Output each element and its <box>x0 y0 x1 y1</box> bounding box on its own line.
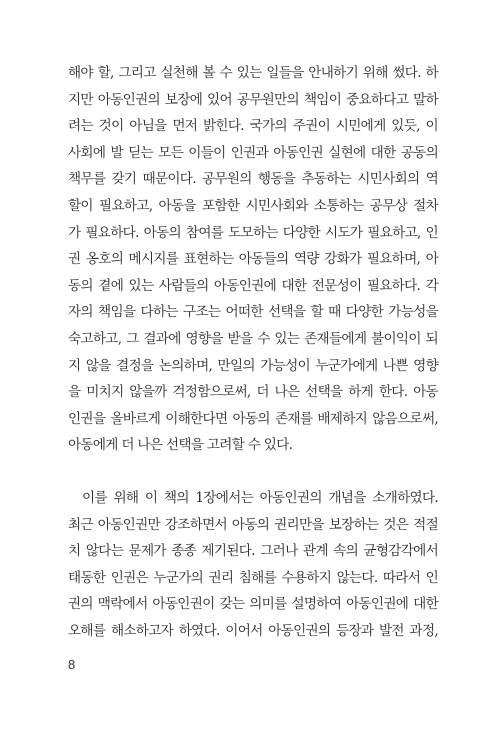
text-line: 아동에게 더 나은 선택을 고려할 수 있다. <box>68 437 293 454</box>
text-line: 할이 필요하고, 아동을 포함한 시민사회와 소통하는 공무상 절차 <box>68 197 438 214</box>
text-line: 자의 책임을 다하는 구조는 어떠한 선택을 할 때 다양한 가능성을 <box>68 304 438 321</box>
text-line: 동의 곁에 있는 사람들의 아동인권에 대한 전문성이 필요하다. 각 <box>68 277 438 294</box>
text-line: 려는 것이 아님을 먼저 밝힌다. 국가의 주권이 시민에게 있듯, 이 <box>68 118 438 135</box>
text-line: 지만 아동인권의 보장에 있어 공무원만의 책임이 중요하다고 말하 <box>68 91 438 108</box>
text-line: 을 미치지 않을까 걱정함으로써, 더 나은 선택을 하게 한다. 아동 <box>68 384 438 401</box>
text-line: 가 필요하다. 아동의 참여를 도모하는 다양한 시도가 필요하고, 인 <box>68 224 438 241</box>
text-line: 숙고하고, 그 결과에 영향을 받을 수 있는 존재들에게 불이익이 되 <box>68 330 438 347</box>
text-line: 오해를 해소하고자 하였다. 이어서 아동인권의 등장과 발전 과정, <box>68 622 438 639</box>
paragraph-1 <box>68 60 438 459</box>
body-text <box>68 60 438 644</box>
text-line: 인권을 올바르게 이해한다면 아동의 존재를 배제하지 않음으로써, <box>68 410 438 427</box>
page-number: 8 <box>68 657 76 672</box>
text-line: 책무를 갖기 때문이다. 공무원의 행동을 추동하는 시민사회의 역 <box>68 171 438 188</box>
text-line: 치 않다는 문제가 종종 제기된다. 그러나 관계 속의 균형감각에서 <box>68 543 438 560</box>
text-line: 지 않을 결정을 논의하며, 만일의 가능성이 누군가에게 나쁜 영향 <box>68 357 438 374</box>
text-line: 이를 위해 이 책의 1장에서는 아동인권의 개념을 소개하였다. <box>82 489 438 506</box>
paragraph-2 <box>68 485 438 645</box>
text-line: 권의 맥락에서 아동인권이 갖는 의미를 설명하여 아동인권에 대한 <box>68 596 438 613</box>
text-line: 해야 할, 그리고 실천해 볼 수 있는 일들을 안내하기 위해 썼다. 하 <box>68 65 438 81</box>
paragraph-gap <box>68 459 438 485</box>
text-line: 사회에 발 딛는 모든 이들이 인권과 아동인권 실현에 대한 공동의 <box>68 144 438 161</box>
text-line: 태동한 인권은 누군가의 권리 침해를 수용하지 않는다. 따라서 인 <box>68 569 438 586</box>
text-line: 권 옹호의 메시지를 표현하는 아동들의 역량 강화가 필요하며, 아 <box>68 251 438 268</box>
text-line: 최근 아동인권만 강조하면서 아동의 권리만을 보장하는 것은 적절 <box>68 516 438 533</box>
